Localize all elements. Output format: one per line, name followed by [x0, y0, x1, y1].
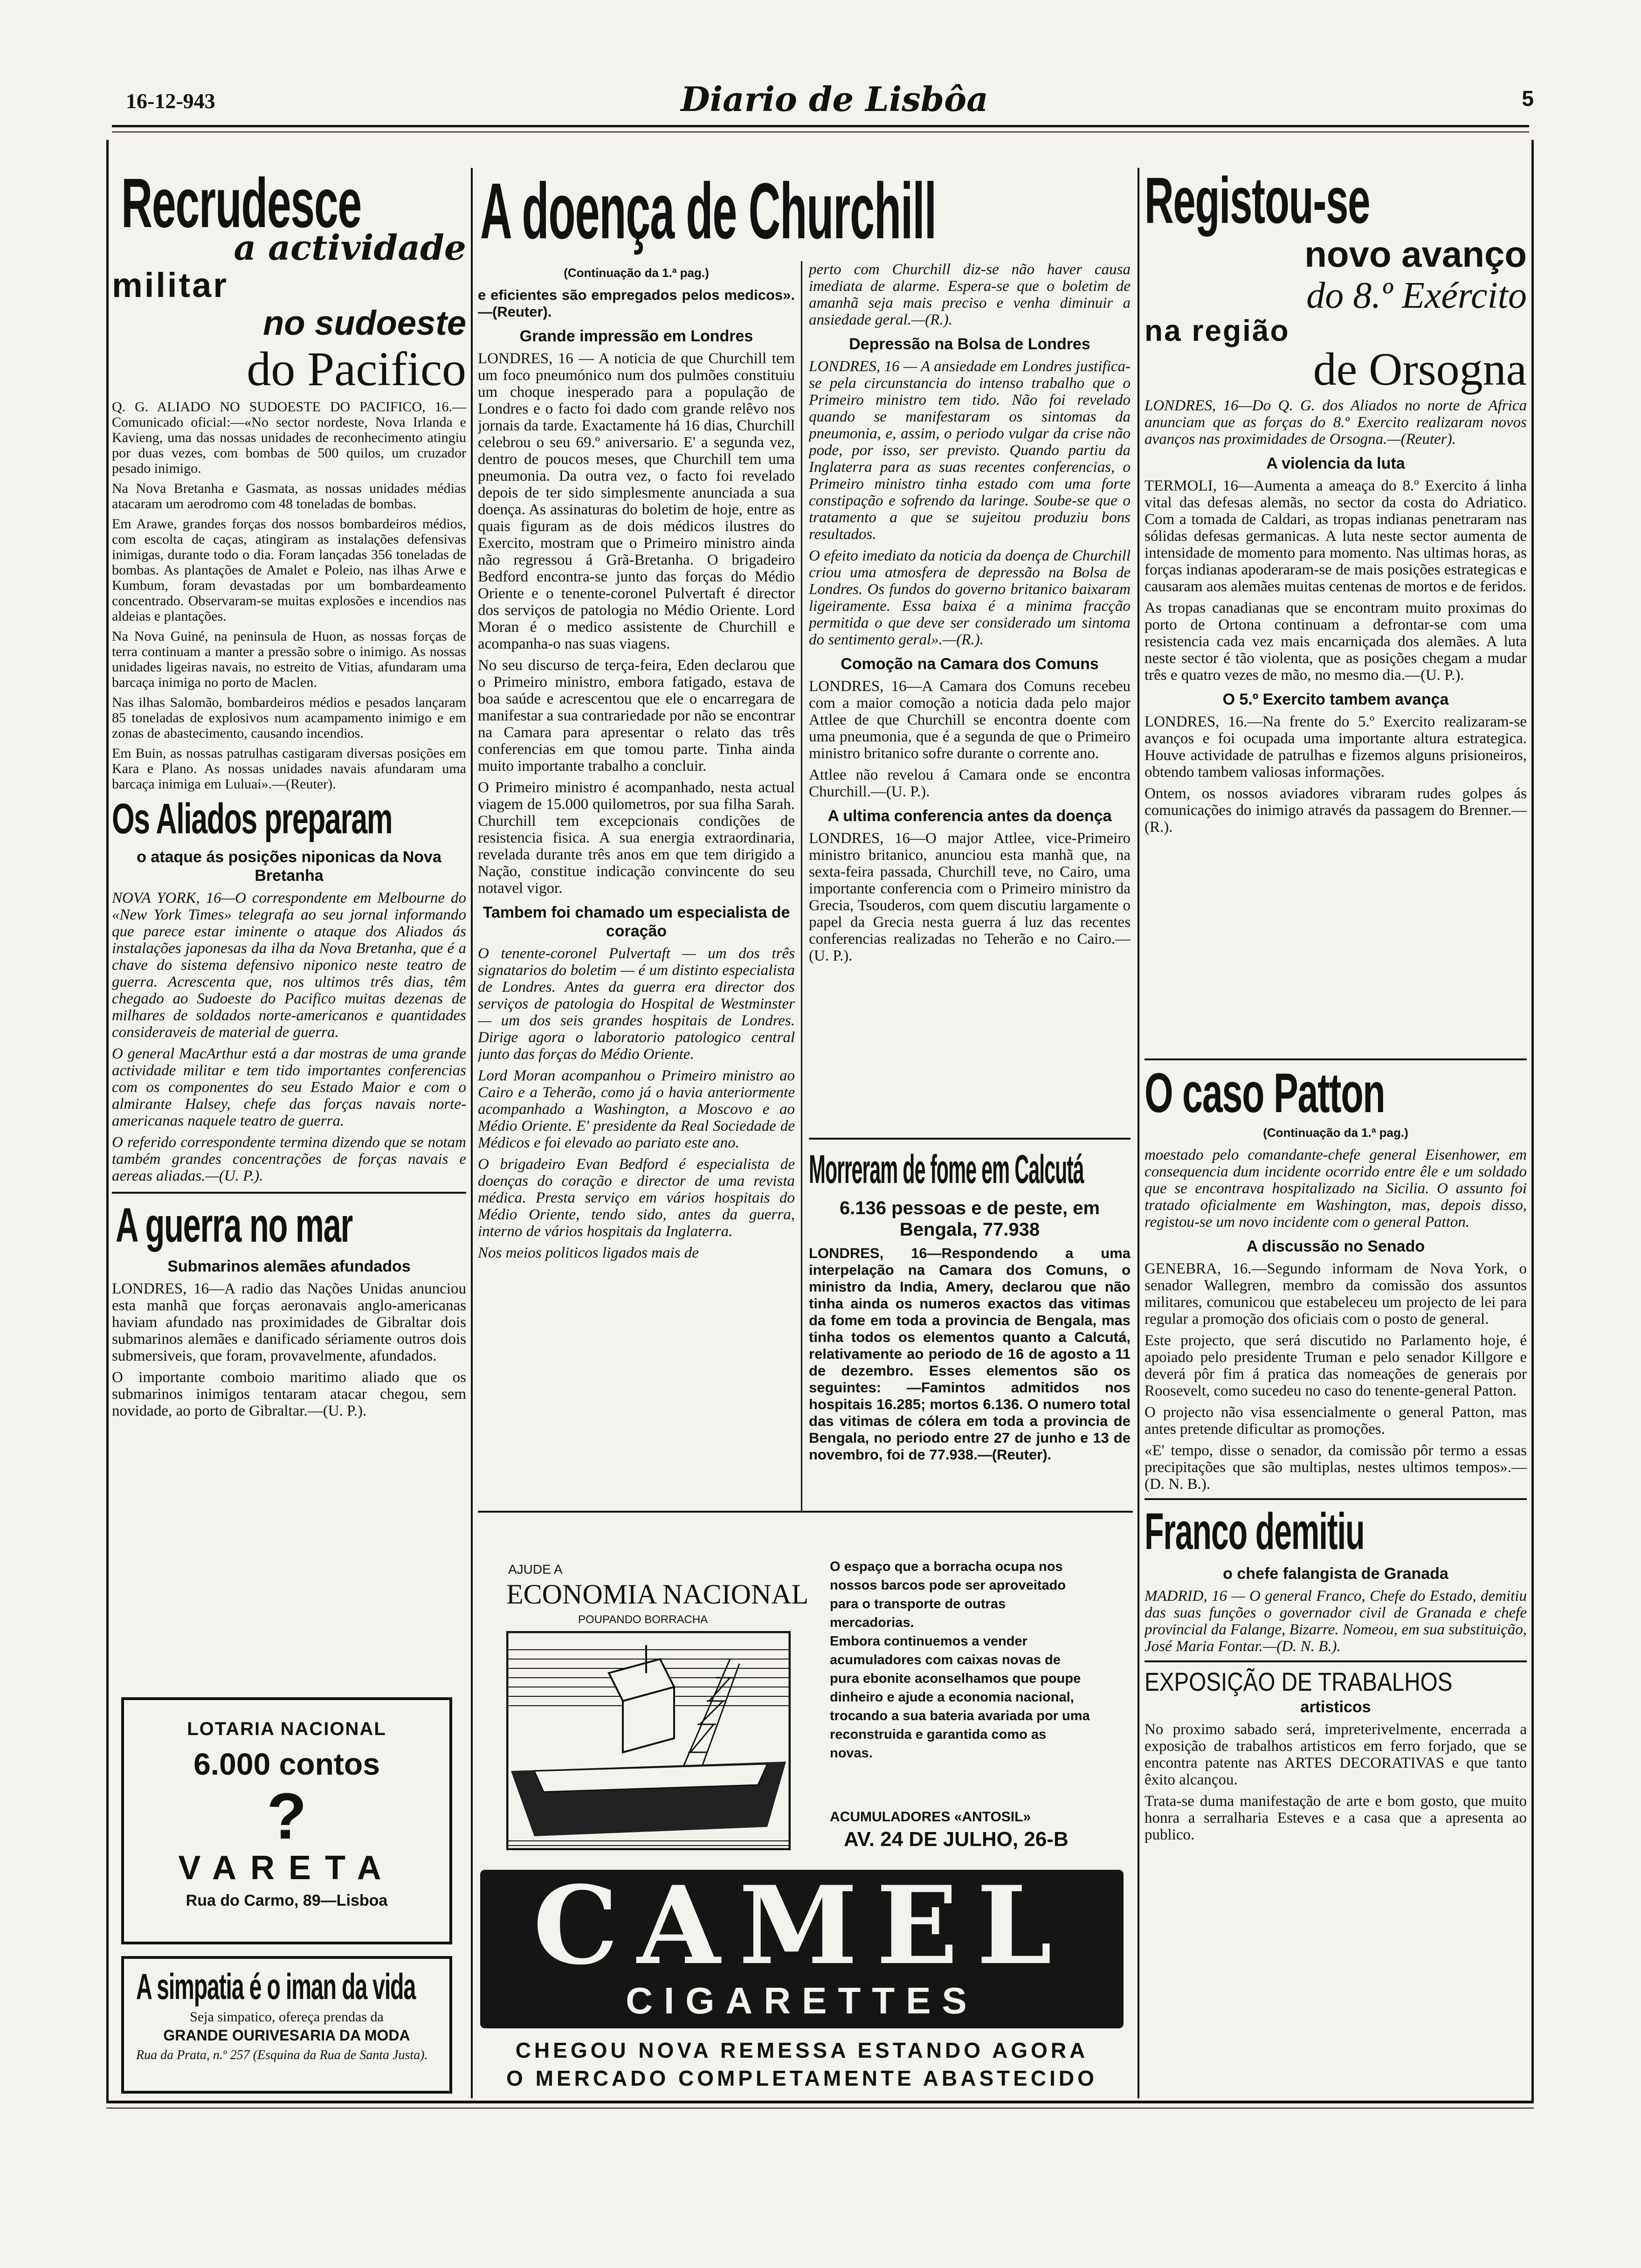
camel-subtitle: CIGARETTES	[626, 1980, 978, 2021]
paragraph: moestado pelo comandante-chefe general Eisenhower, em consequencia dum incidente ocorrido entre êle e um soldado que se encontrava hospitalizado na Sicilia. O assunto foi tratado oficialmente em Washington, mas, depois disso, registou-se um novo incidente com o general Patton.	[1145, 1147, 1527, 1231]
camel-notice-2: O MERCADO COMPLETAMENTE ABASTECIDO	[506, 2066, 1097, 2090]
headline-calcutta: Morreram de fome em Calcutá	[809, 1147, 1084, 1192]
ad-kicker: AJUDE A	[508, 1562, 563, 1577]
subheadline: A violencia da luta	[1266, 455, 1405, 472]
paragraph: O efeito imediato da noticia da doença de Churchill criou uma atmosfera de depressão na Bolsa de Londres. Os fundos do governo britanico baixaram ligeiramente. Essa baixa é a minima fracção permitida o que deve ser considerado um sintoma do sentimento geral».—(R.).	[809, 547, 1131, 648]
paragraph: Na Nova Bretanha e Gasmata, as nossas unidades médias atacaram um aerodromo com 48 toneladas de bombas.	[112, 481, 466, 512]
subheadline: o ataque ás posições niponicas da Nova Bretanha	[137, 848, 441, 885]
paragraph: Lord Moran acompanhou o Primeiro ministro ao Cairo e a Teherão, como já o havia anteriormente acompanhado a Washington, a Moscovo e ao Médio Oriente. E' presidente da Real Sociedade de Médicos e foi elevado ao pariato este ano.	[478, 1067, 795, 1151]
headline-franco: Franco demitiu	[1145, 1503, 1365, 1560]
paragraph: LONDRES, 16 — A noticia de que Churchill tem um foco pneumónico num dos pulmões constituiu um choque inesperado para a população de Londres e o facto foi dado com grande relêvo nos jornais da tarde. Exactamente há 16 dias, Churchill celebrou o seu 69.º aniversario. E' a segunda vez, dentro de poucos meses, que Churchill tem uma pneumonia. Da outra vez, o facto foi revelado depois de ter sido simplesmente anunciada a sua doença. As assinaturas do boletim de hoje, entre as quais figuram as de dois médicos ilustres do Exercito, mostram que o Primeiro ministro ainda não regressou á Grã-Bretanha. O brigadeiro Bedford encontra-se junto das forças do Médio Oriente e o tenente-coronel Pulvertaft é director dos serviços de patologia no Médio Oriente. Lord Moran é o medico assistente de Churchill e acompanha-o nas suas viagens.	[478, 350, 795, 652]
subheadline: O 5.º Exercito tambem avança	[1222, 691, 1449, 708]
headline-churchill: A doença de Churchill	[480, 167, 936, 256]
column-4-lower	[1145, 1058, 1527, 2094]
paragraph: Este projecto, que será discutido no Parlamento hoje, é apoiado pelo presidente Truman e pelo senador Killgore e deverá pôr fim á pratica das nomeações de generais por Roosevelt, como sucedeu no caso do tenente-general Patton.	[1145, 1332, 1527, 1399]
column-rule-3	[1138, 168, 1139, 2098]
continuation-note: (Continuação da 1.ª pag.)	[1263, 1126, 1408, 1140]
paragraph: «E' tempo, disse o senador, da comissão pôr termo a essas precipitações que são multiplas, nestes ultimos tempos».—(D. N. B.).	[1145, 1442, 1527, 1493]
ad-text-2: Embora continuemos a vender acumuladores com caixas novas de pura ebonite aconselhamos que poupe dinheiro e ajude a economia nacional, trocando a sua bateria avariada por uma reconstruida e garantida como as novas.	[830, 1634, 1090, 1761]
subheadline: Submarinos alemães afundados	[167, 1258, 411, 1275]
column-rule-2	[801, 261, 802, 1511]
divider	[809, 1138, 1131, 1140]
ourivesaria-ad	[121, 1956, 452, 2094]
ad-company: ACUMULADORES «ANTOSIL»	[830, 1809, 1031, 1825]
paragraph: Nas ilhas Salomão, bombardeiros médios e pesados lançaram 85 toneladas de explosivos num acampamento inimigo e em zonas de abastecimento, causando incendios.	[112, 695, 466, 741]
paragraph: Attlee não revelou á Camara onde se encontra Churchill.—(U. P.).	[809, 767, 1131, 800]
paragraph: MADRID, 16 — O general Franco, Chefe do Estado, demitiu das suas funções o governador civil de Granada e chefe provincial da Falange, Bizarre. Nomeou, em sua substituição, José Maria Fontar.—(D. N. B.).	[1145, 1588, 1527, 1655]
lotaria-title: LOTARIA NACIONAL	[187, 1719, 386, 1739]
paragraph: O Primeiro ministro é acompanhado, nesta actual viagem de 15.000 quilometros, por sua filha Sarah. Churchill tem excepcionais condições de resistencia fisica. A sua energia extraordinaria, revelada durante três anos em que tem dirigido a Nação, constitue indicação convincente do seu notavel vigor.	[478, 779, 795, 897]
headline-sudoeste: no sudoeste	[263, 304, 466, 342]
headline-guerra-mar: A guerra no mar	[116, 1198, 352, 1252]
paragraph: Ontem, os nossos aviadores vibraram rudes golpes ás comunicações do inimigo através da passagem do Brenner.—(R.).	[1145, 785, 1527, 836]
simpatia-title: A simpatia é o iman da vida	[136, 1966, 415, 2007]
water-waves	[507, 1841, 790, 1846]
paragraph: LONDRES, 16—A radio das Nações Unidas anunciou esta manhã que forças aeronavais anglo-americanas haviam afundado nas proximidades de Gibraltar dois submarinos alemães e danificado sériamente outros dois submersiveis, que foram, provavelmente, afundados.	[112, 1280, 466, 1364]
headline-militar: militar	[112, 266, 229, 304]
paragraph: GENEBRA, 16.—Segundo informam de Nova York, o senador Wallegren, membro da comissão dos assuntos militares, comunicou que estabeleceu um projecto de lei para regular a promoção dos oficiais com o posto de general.	[1145, 1260, 1527, 1328]
headline-exercito: do 8.º Exército	[1306, 275, 1527, 316]
simpatia-text: Seja simpatico, ofereça prendas da	[190, 2009, 384, 2025]
paragraph: Trata-se duma manifestação de arte e bom gosto, que muito honra a serralharia Esteves e a casa que a apresenta ao publico.	[1145, 1793, 1527, 1843]
paragraph: O importante comboio maritimo aliado que os submarinos inimigos tentaram atacar chegou, sem novidade, ao porto de Gibraltar.—(U. P.).	[112, 1369, 466, 1419]
calcutta-article	[809, 1138, 1131, 1506]
paragraph: LONDRES, 16—Do Q. G. dos Aliados no norte de Africa anunciam que as forças do 8.º Exercito realizaram novos avanços nas proximidades de Orsogna.—(Reuter).	[1145, 397, 1527, 448]
lotaria-value: 6.000 contos	[193, 1747, 380, 1781]
subheadline: Grande impressão em Londres	[519, 327, 753, 345]
paragraph: No proximo sabado será, impreterivelmente, encerrada a exposição de trabalhos artisticos em ferro forjado, que se encontra patente nas ARTES DECORATIVAS e que tanto êxito alcançou.	[1145, 1721, 1527, 1788]
paragraph: O general MacArthur está a dar mostras de uma grande actividade militar e tem tido importantes conferencias com os componentes do seu Estado Maior e com o almirante Halsey, chefe das forças navais norte-americanas naquele teatro de guerra.	[112, 1045, 466, 1129]
paragraph: No seu discurso de terça-feira, Eden declarou que o Primeiro ministro, embora fatigado, estava de boa saúde e acrescentou que ele o encarregara de manifestar a sua contrariedade por não se encontrar na Camara para apresentar o relato das três conferencias em que tomou parte. Tinha ainda muito importante trabalho a concluir.	[478, 657, 795, 774]
frame-left	[106, 140, 109, 2103]
guerra-mar-article	[112, 1192, 466, 1419]
simpatia-address: Rua da Prata, n.º 257 (Esquina da Rua de Santa Justa).	[136, 2048, 428, 2062]
headline-aliados: Os Aliados preparam	[112, 795, 393, 843]
crane-lattice-icon	[683, 1659, 739, 1766]
headline-actividade: a actividade	[234, 228, 466, 268]
paragraph: LONDRES, 16—O major Attlee, vice-Primeiro ministro britanico, anunciou esta manhã que, na sexta-feira passada, Churchill teve, no Cairo, uma importante conferencia com o Primeiro ministro da Grecia, Tsouderos, com quem discutiu largamente o papel da Grecia nesta guerra á luz das recentes conferencias realizadas no Teherão e no Cairo.—(U. P.).	[809, 830, 1131, 964]
headline-orsogna: de Orsogna	[1313, 343, 1527, 395]
ad-address: AV. 24 DE JULHO, 26-B	[844, 1828, 1069, 1851]
subheadline: Depressão na Bolsa de Londres	[849, 335, 1090, 353]
frame-bottom-thin	[106, 2108, 1534, 2109]
paragraph: O referido correspondente termina dizendo que se notam também grandes concentrações de forças navais e aereas aliadas.—(U. P.).	[112, 1134, 466, 1184]
column-3	[809, 261, 1131, 1128]
lotaria-question: ?	[267, 1779, 307, 1853]
paragraph: perto com Churchill diz-se não haver causa imediata de alarme. Espera-se que o boletim de amanhã seja mais preciso e venha diminuir a ansiedade geral.—(R.).	[809, 261, 1131, 328]
headline-recrudesce: Recrudesce	[121, 168, 361, 242]
frame-right	[1531, 140, 1534, 2103]
subheadline: o chefe falangista de Granada	[1223, 1565, 1448, 1583]
divider	[1145, 1498, 1527, 1500]
subheadline: A discussão no Senado	[1246, 1238, 1425, 1255]
ad-title: ECONOMIA NACIONAL	[506, 1579, 809, 1610]
paragraph: LONDRES, 16 — A ansiedade em Londres justifica-se pela circunstancia do intenso trabalho que o Primeiro ministro tem tido. Não foi revelado quando se manifestaram os sintomas da pneumonia, e, assim, o periodo vulgar da crise não pode, por isso, ser previsto. Quando partiu da Inglaterra para as suas recentes conferencias, o Primeiro ministro tinha estado com uma forte constipação e sofrendo da laringe. Soube-se que o tratamento a que se sujeitou produziu bons resultados.	[809, 358, 1131, 543]
paragraph: Nos meios politicos ligados mais de	[478, 1245, 699, 1261]
camel-logo: CAMEL	[533, 1863, 1071, 1989]
paragraph: O projecto não visa essencialmente o general Patton, mas antes pretende dificultar as promoções.	[1145, 1404, 1527, 1438]
column-2	[478, 261, 795, 1511]
column-rule-1	[471, 168, 473, 2098]
simpatia-store: GRANDE OURIVESARIA DA MODA	[163, 2027, 410, 2044]
subheadline: Tambem foi chamado um especialista de coração	[483, 904, 790, 940]
aliados-article	[112, 796, 466, 1184]
headline-regiao: na região	[1145, 314, 1290, 347]
subheadline: A ultima conferencia antes da doença	[827, 807, 1112, 825]
continuation-note: (Continuação da 1.ª pag.)	[564, 266, 709, 280]
paragraph: NOVA YORK, 16—O correspondente em Melbourne do «New York Times» telegrafa ao seu jornal informando que parece estar iminente o ataque dos Aliados ás instalações japonesas da ilha da Nova Bretanha, que é a chave do sistema defensivo niponico neste teatro de guerra. Acrescenta que, nos ultimos três dias, têm chegado ao Sudoeste do Pacifico muitas dezenas de milhares de soldados norte-americanos e quantidades consideraveis de material de guerra.	[112, 890, 466, 1041]
headline-exposicao: EXPOSIÇÃO DE TRABALHOS	[1145, 1667, 1453, 1696]
paragraph: LONDRES, 16—Respondendo a uma interpelação na Camara dos Comuns, o ministro da India, Amery, declarou que não tinha ainda os numeros exactos das vitimas da fome em toda a provincia de Bengala, mas tinha todos os elementos quanto a Calcutá, relativamente ao periodo de 16 de agosto a 11 de dezembro. Esses elementos são os seguintes: —Famintos admitidos nos hospitais 16.285; mortos 6.136. O numero total das vitimas de cólera em toda a provincia de Bengala, no periodo entre 27 de junho e 13 de novembro, foi de 77.938.—(Reuter).	[809, 1245, 1131, 1463]
lotaria-ad	[121, 1697, 452, 1944]
paragraph: Q. G. ALIADO NO SUDOESTE DO PACIFICO, 16.—Comunicado oficial:—«No sector nordeste, Nova Irlanda e Kavieng, uma das nossas unidades de reconhecimento atingiu por duas vezes, com bombas de 500 quilos, um cruzador pesado inimigo.	[112, 399, 466, 476]
paragraph: TERMOLI, 16—Aumenta a ameaça do 8.º Exercito á linha vital das defesas alemãs, no sector da costa do Adriatico. Com a tomada de Caldari, as tropas indianas penetraram nas sólidas defesas germanicas. A luta neste sector aumenta de intensidade de momento para momento. Nas ultimas horas, as forças indianas apoderaram-se de mais posições estrategicas e causaram aos alemães muitas centenas de mortos e de feridos.	[1145, 477, 1527, 595]
calcutta-divider	[478, 1511, 1133, 1513]
masthead: Diario de Lisbôa	[681, 79, 988, 119]
pacific-article	[112, 168, 466, 792]
camel-ad	[480, 1863, 1124, 2094]
economia-nacional-ad	[480, 1515, 1124, 1860]
camel-notice-1: CHEGOU NOVA REMESSA ESTANDO AGORA	[515, 2038, 1089, 2062]
headline-registou: Registou-se	[1145, 168, 1370, 237]
divider	[1145, 1660, 1527, 1662]
issue-date: 16-12-943	[126, 89, 215, 113]
page-number: 5	[1522, 86, 1534, 111]
paragraph: e eficientes são empregados pelos medicos».—(Reuter).	[478, 287, 795, 320]
headline-avanco: novo avanço	[1304, 234, 1527, 275]
header-rule	[112, 125, 1529, 127]
frame-bottom	[106, 2101, 1534, 2103]
subheadline: artisticos	[1300, 1698, 1371, 1716]
paragraph: LONDRES, 16.—Na frente do 5.º Exercito realizaram-se avanços e foi ocupada uma importante altura estrategica. Houve actividade de patrulhas e fizemos alguns prisioneiros, obtendo tambem valiosas informações.	[1145, 713, 1527, 781]
paragraph: As tropas canadianas que se encontram muito proximas do porto de Ortona continuam a defrontar-se com uma resistencia cada vez mais encarniçada dos alemães. A luta neste sector é tão violenta, que as posições chegam a mudar três e quatro vezes de mão, no mesmo dia.—(U. P.).	[1145, 600, 1527, 684]
page-header	[112, 79, 1538, 117]
divider	[1145, 1058, 1527, 1060]
paragraph: LONDRES, 16—A Camara dos Comuns recebeu com a maior comoção a noticia dada pelo major Attlee de que Churchill se encontra doente com uma pneumonia, que é a segunda de que o Primeiro ministro britanico sofre durante o corrente ano.	[809, 678, 1131, 762]
subheadline: Comoção na Camara dos Comuns	[841, 655, 1099, 673]
paragraph: Em Buin, as nossas patrulhas castigaram diversas posições em Kara e Plano. As nossas unidades navais afundaram uma barcaça inimiga em Luluai».—(Reuter).	[112, 746, 466, 792]
header-rule-thin	[112, 131, 1529, 132]
paragraph: O brigadeiro Evan Bedford é especialista de doenças do coração e director de uma revista médica. Presta serviço em vários hospitais do Médio Oriente, tendo sido, antes da guerra, interno de vários hospitais da Inglaterra.	[478, 1156, 795, 1240]
lotaria-address: Rua do Carmo, 89—Lisboa	[186, 1892, 388, 1909]
paragraph: Em Arawe, grandes forças dos nossos bombardeiros médios, com escolta de caças, atingiram as instalações defensivas inimigas, durante todo o dia. Foram lançadas 356 toneladas de bombas. As plantações de Amalet e Poleio, nas ilhas Arwe e Kumbum, foram devastadas por um bombardeamento concentrado. Observaram-se muitas explosões e incendios nas aldeias e plantações.	[112, 516, 466, 624]
headline-patton: O caso Patton	[1145, 1062, 1385, 1124]
headline-pacifico: do Pacifico	[247, 342, 466, 396]
paragraph: O tenente-coronel Pulvertaft — um dos três signatarios do boletim — é um distinto especialista de Londres. Antes da guerra era director dos serviços de patologia do Hospital de Westminster — um dos seis grandes hospitais de Londres. Dirige agora o laboratorio patologico central junto das forças do Médio Oriente.	[478, 945, 795, 1063]
ad-subtitle: POUPANDO BORRACHA	[578, 1613, 708, 1626]
lotaria-vendor: VARETA	[178, 1849, 395, 1887]
divider	[112, 1192, 466, 1194]
ship-illustration	[506, 1631, 791, 1850]
ad-text-1: O espaço que a borracha ocupa nos nossos barcos pode ser aproveitado para o transporte de outras mercadorias.	[830, 1559, 1066, 1630]
subheadline: 6.136 pessoas e de peste, em Bengala, 77.938	[839, 1198, 1100, 1240]
paragraph: Na Nova Guiné, na peninsula de Huon, as nossas forças de terra continuam a manter a pressão sobre o inimigo. As nossas unidades ligeiras navais, no estreito de Vitias, afundaram uma barcaça inimiga no porto de Maclen.	[112, 629, 466, 690]
